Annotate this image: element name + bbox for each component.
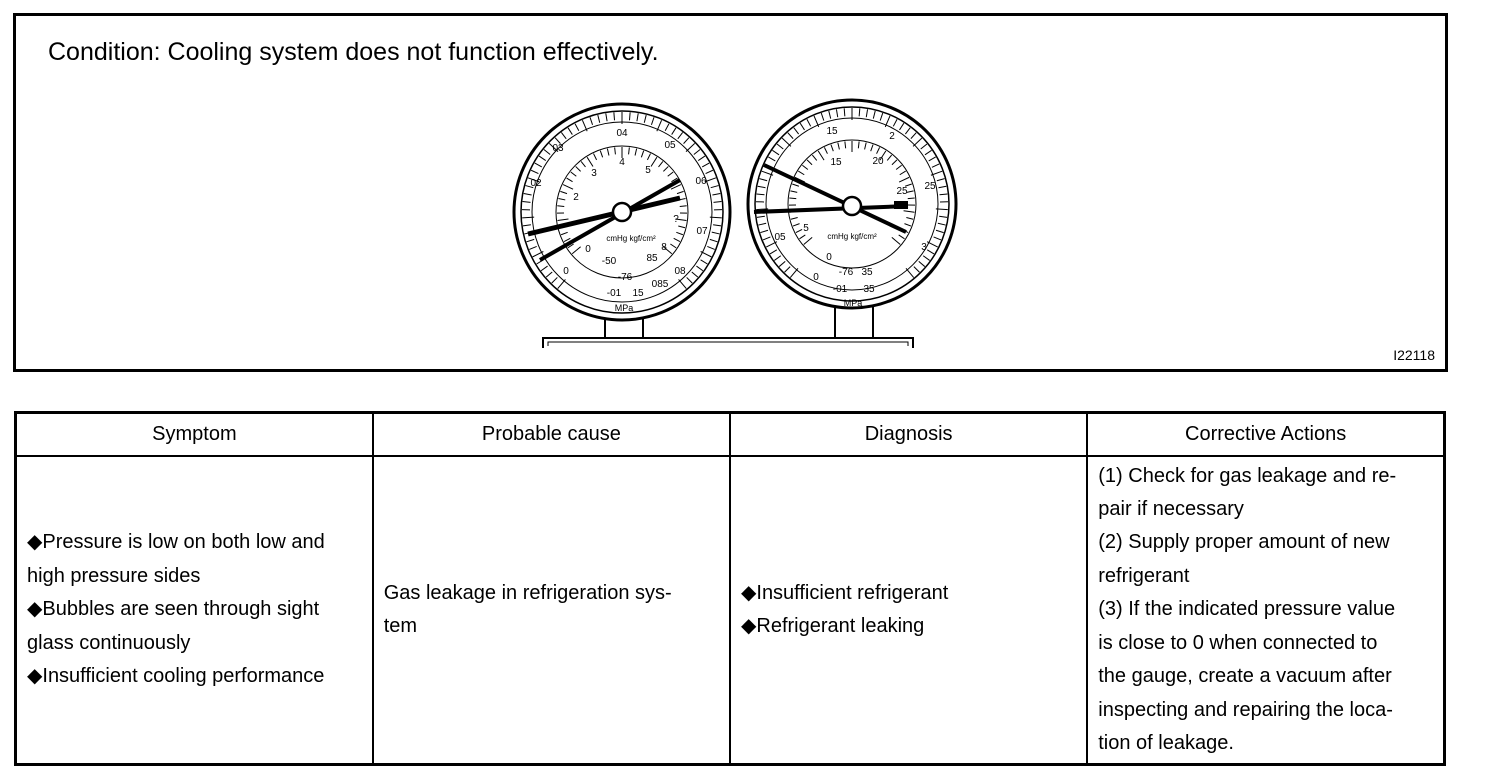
high-inner-label: -76 bbox=[838, 267, 854, 278]
high-inner-label: 5 bbox=[803, 223, 809, 234]
action-line: (3) If the indicated pressure value bbox=[1098, 598, 1396, 621]
low-unit-label: cmHg kgf/cm² bbox=[606, 234, 656, 243]
low-inner-label: 2 bbox=[573, 192, 579, 203]
low-inner-label: 85 bbox=[646, 253, 658, 264]
low-outer-label: 05 bbox=[664, 140, 676, 151]
low-outer-label: 02 bbox=[530, 178, 542, 189]
gauge-tick bbox=[859, 108, 860, 116]
low-inner-label: ? bbox=[673, 214, 679, 225]
diagnosis-table bbox=[14, 411, 1446, 766]
gauge-tick bbox=[756, 209, 768, 210]
high-inner-label: 20 bbox=[872, 156, 884, 167]
low-mpa-label: MPa bbox=[614, 303, 634, 313]
low-outer-label: 085 bbox=[651, 279, 669, 290]
action-line: is close to 0 when connected to bbox=[1098, 631, 1378, 654]
high-outer-label: 15 bbox=[826, 126, 838, 137]
high-inner-label: 35 bbox=[861, 267, 873, 278]
gauge-tick bbox=[789, 198, 796, 199]
cause-line: tem bbox=[383, 615, 418, 637]
low-inner-label: 4 bbox=[619, 157, 625, 168]
low-inner-label: -76 bbox=[617, 272, 633, 283]
figure-panel bbox=[13, 13, 1448, 372]
condition-text: Condition: Cooling system does not function effectively. bbox=[48, 38, 659, 66]
low-outer-label: 15 bbox=[632, 288, 644, 299]
manifold-gauges-illustration bbox=[496, 84, 976, 364]
gauge-tick bbox=[844, 108, 845, 116]
low-inner-label: 8 bbox=[661, 242, 667, 253]
low-outer-label: 03 bbox=[552, 143, 564, 154]
gauge-tick bbox=[908, 198, 915, 199]
manifold-body bbox=[543, 338, 913, 348]
gauge-tick bbox=[522, 217, 534, 218]
low-outer-label: 0 bbox=[563, 266, 569, 277]
low-inner-label: 0 bbox=[585, 244, 591, 255]
gauge-tick bbox=[557, 206, 564, 207]
symptom-line: ◆Pressure is low on both low and bbox=[27, 531, 325, 554]
high-outer-label: 0 bbox=[813, 272, 819, 283]
diagnosis-line: ◆Refrigerant leaking bbox=[741, 615, 925, 637]
low-inner-label: 3 bbox=[591, 168, 597, 179]
gauge-tick bbox=[629, 112, 630, 120]
high-outer-label: 05 bbox=[774, 232, 786, 243]
diagnosis-line: ◆Insufficient refrigerant bbox=[741, 581, 949, 604]
action-line: pair if necessary bbox=[1098, 498, 1244, 521]
low-outer-label: 04 bbox=[616, 128, 628, 139]
high-inner-label: 25 bbox=[896, 186, 908, 197]
low-outer-label: 08 bbox=[674, 266, 686, 277]
header-diagnosis: Diagnosis bbox=[730, 413, 1087, 457]
table-row bbox=[16, 456, 1445, 765]
high-outer-label: -01 bbox=[832, 284, 848, 295]
symptom-line: ◆Bubbles are seen through sight bbox=[27, 598, 320, 621]
gauge-tick bbox=[710, 217, 722, 218]
header-symptom: Symptom bbox=[16, 413, 373, 457]
action-line: tion of leakage. bbox=[1098, 731, 1234, 754]
low-outer-label: -01 bbox=[606, 288, 622, 299]
action-line: the gauge, create a vacuum after bbox=[1098, 665, 1392, 688]
header-corrective-actions: Corrective Actions bbox=[1087, 413, 1444, 457]
low-outer-label: 07 bbox=[696, 226, 708, 237]
high-outer-label: 2 bbox=[889, 131, 895, 142]
high-outer-label: 25 bbox=[924, 181, 936, 192]
header-probable-cause: Probable cause bbox=[373, 413, 730, 457]
high-inner-label: 15 bbox=[830, 157, 842, 168]
high-mpa-label: MPa bbox=[843, 298, 863, 308]
gauge-tick bbox=[680, 206, 687, 207]
low-outer-label: 06 bbox=[695, 176, 707, 187]
symptom-cell bbox=[16, 456, 373, 765]
symptom-line: glass continuously bbox=[27, 631, 191, 654]
high-outer-label: 3 bbox=[921, 242, 927, 253]
high-unit-label: cmHg kgf/cm² bbox=[827, 232, 877, 241]
cause-line: Gas leakage in refrigeration sys- bbox=[383, 581, 672, 604]
gauge-tick bbox=[614, 112, 615, 120]
action-line: (1) Check for gas leakage and re- bbox=[1098, 464, 1397, 487]
diagnosis-cell bbox=[730, 456, 1087, 765]
action-line: refrigerant bbox=[1098, 564, 1190, 587]
probable-cause-cell bbox=[373, 456, 730, 765]
symptom-line: high pressure sides bbox=[27, 564, 201, 587]
symptom-line: ◆Insufficient cooling performance bbox=[27, 665, 325, 688]
high-inner-label: 0 bbox=[826, 252, 832, 263]
figure-id: I22118 bbox=[1393, 347, 1435, 363]
low-pressure-gauge bbox=[514, 104, 730, 320]
low-inner-label: -50 bbox=[601, 256, 617, 267]
action-line: inspecting and repairing the loca- bbox=[1098, 698, 1393, 721]
low-inner-label: 5 bbox=[645, 165, 651, 176]
corrective-actions-cell bbox=[1087, 456, 1444, 765]
high-outer-label: 35 bbox=[863, 284, 875, 295]
action-line: (2) Supply proper amount of new bbox=[1098, 531, 1390, 554]
high-pressure-gauge bbox=[748, 100, 956, 308]
table-header-row bbox=[16, 413, 1445, 457]
gauge-tick bbox=[936, 209, 948, 210]
